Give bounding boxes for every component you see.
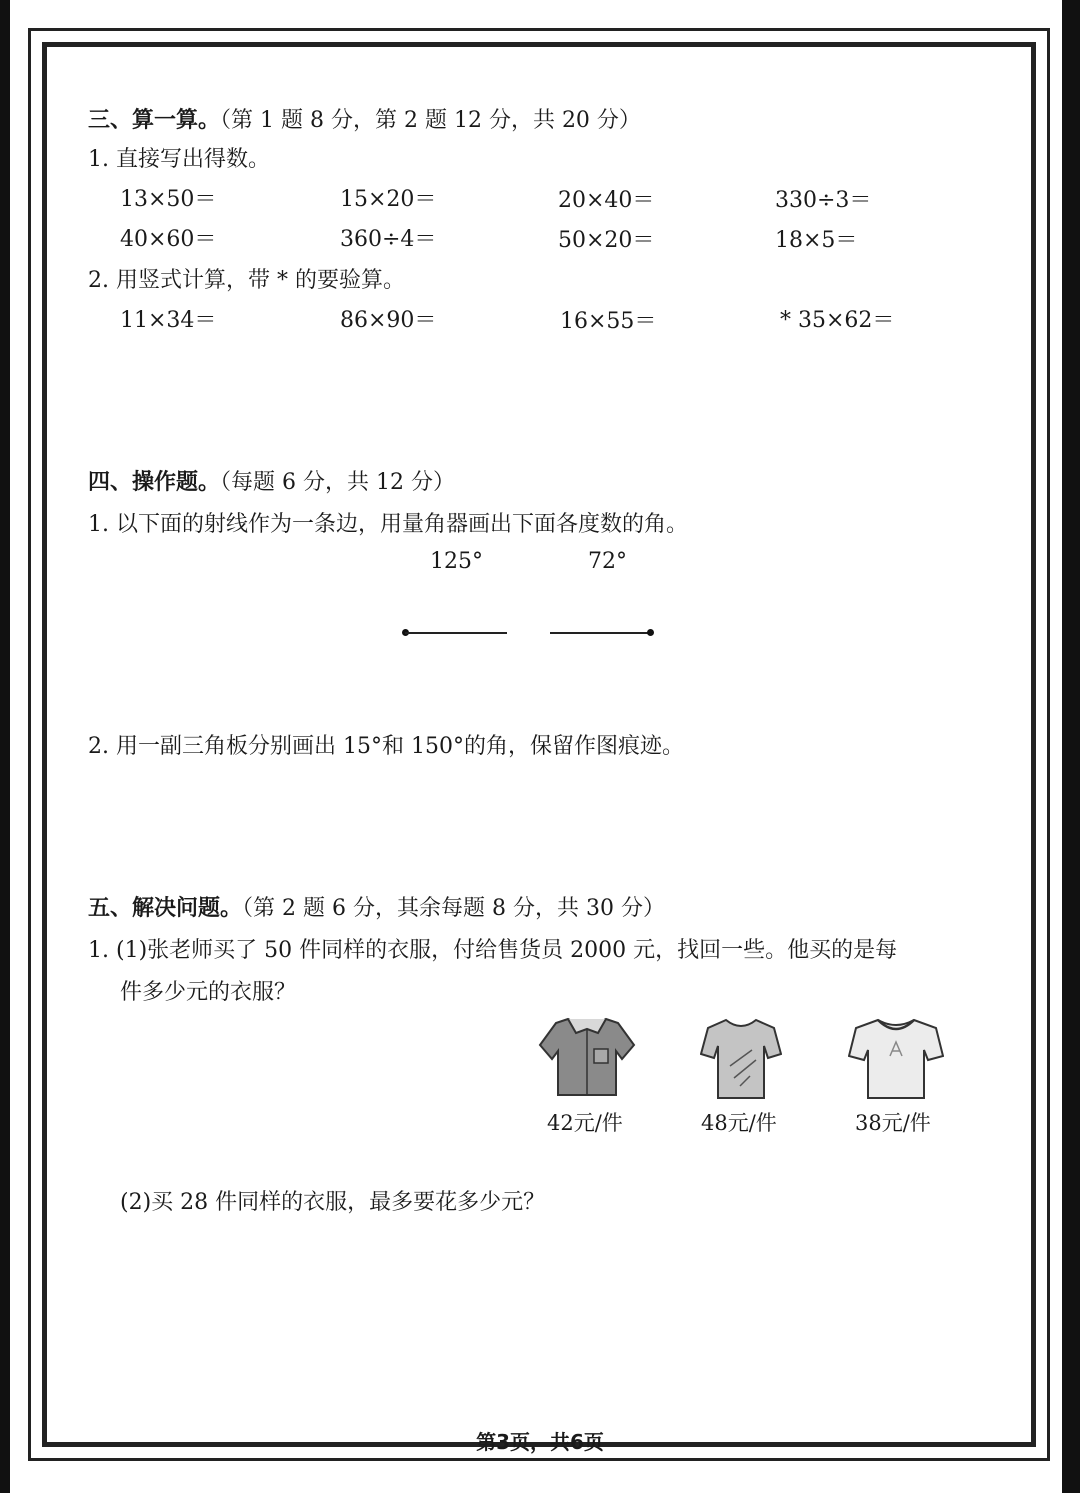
collared-shirt-icon [538, 1015, 636, 1099]
section4-q2-label: 2. 用一副三角板分别画出 15°和 150°的角，保留作图痕迹。 [88, 734, 684, 759]
shirt-price-2: 48元/件 [701, 1111, 777, 1135]
t-shirt-icon [700, 1016, 782, 1102]
vertical-calc-item: 16×55＝ [560, 309, 657, 334]
angle-label-72: 72° [588, 549, 627, 574]
blouse-icon [848, 1016, 944, 1102]
calc-item: 13×50＝ [120, 187, 217, 212]
calc-item: 20×40＝ [558, 188, 655, 213]
section5-q1-part2: (2)买 28 件同样的衣服，最多要花多少元？ [120, 1190, 546, 1215]
section4-heading: 四、操作题。（每题 6 分，共 12 分） [88, 470, 455, 495]
section5-q1-line1: 1. (1)张老师买了 50 件同样的衣服，付给售货员 2000 元，找回一些。他买的是每 [88, 938, 898, 963]
calc-item: 330÷3＝ [775, 188, 872, 213]
calc-item: 50×20＝ [558, 228, 655, 253]
ray-endpoint [647, 629, 654, 636]
section4-points: （每题 6 分，共 12 分） [220, 470, 455, 495]
ray-line-125 [405, 632, 507, 634]
shirt-price-1: 42元/件 [547, 1111, 623, 1135]
section3-q2-label: 2. 用竖式计算，带 * 的要验算。 [88, 268, 405, 293]
ray-line-72 [550, 632, 650, 634]
calc-item: 18×5＝ [775, 228, 858, 253]
calc-item: 40×60＝ [120, 227, 217, 252]
section3-q1-label: 1. 直接写出得数。 [88, 147, 270, 172]
section4-q1-label: 1. 以下面的射线作为一条边，用量角器画出下面各度数的角。 [88, 512, 688, 537]
angle-label-125: 125° [430, 549, 483, 574]
section5-points: （第 2 题 6 分，其余每题 8 分，共 30 分） [242, 896, 665, 921]
page-number: 第3页，共6页 [476, 1430, 604, 1454]
section5-q1-line2: 件多少元的衣服？ [120, 980, 297, 1005]
calc-item: 15×20＝ [340, 187, 437, 212]
vertical-calc-item: * 35×62＝ [780, 308, 895, 333]
calc-item: 360÷4＝ [340, 227, 437, 252]
shirt-price-3: 38元/件 [855, 1111, 931, 1135]
section3-heading: 三、算一算。（第 1 题 8 分，第 2 题 12 分，共 20 分） [88, 108, 641, 133]
scan-edge-right [1062, 0, 1080, 1493]
vertical-calc-item: 11×34＝ [120, 308, 217, 333]
section5-heading: 五、解决问题。（第 2 题 6 分，其余每题 8 分，共 30 分） [88, 896, 665, 921]
section3-points: （第 1 题 8 分，第 2 题 12 分，共 20 分） [220, 108, 641, 133]
vertical-calc-item: 86×90＝ [340, 308, 437, 333]
scan-edge-left [0, 0, 10, 1493]
